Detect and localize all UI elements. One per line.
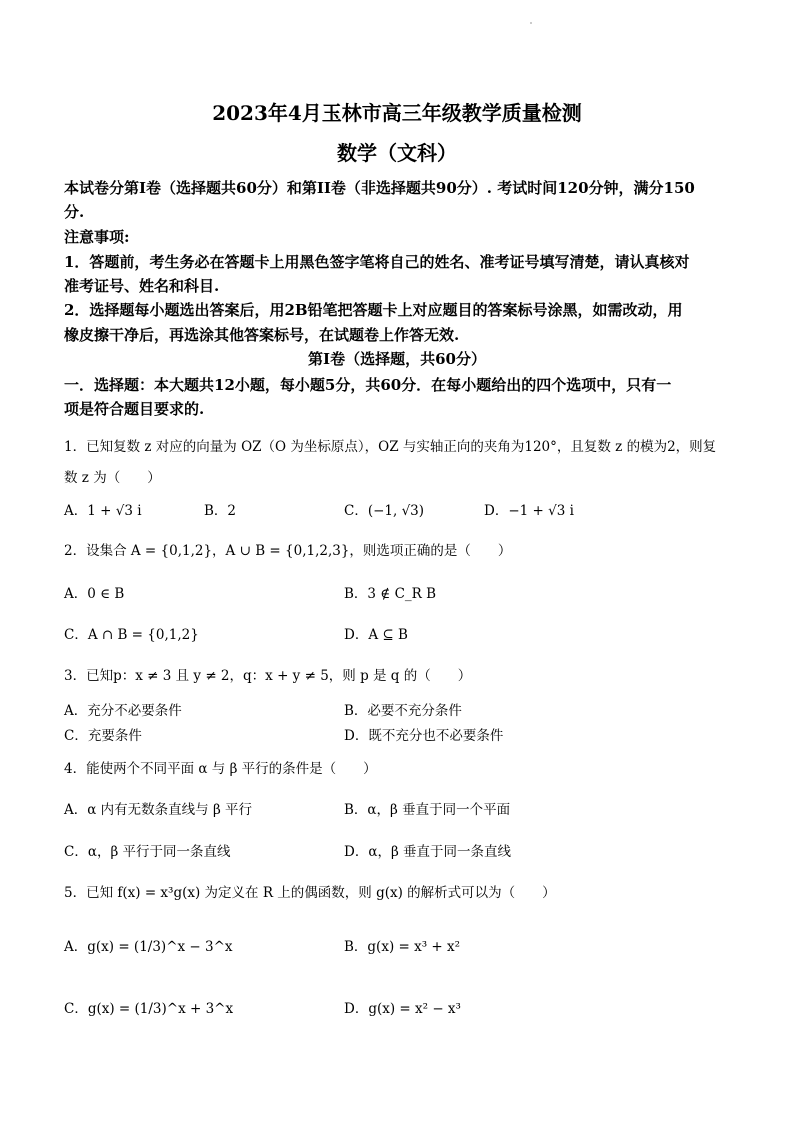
notice-2-line-2: 橡皮擦干净后，再选涂其他答案标号，在试题卷上作答无效.: [64, 326, 460, 344]
notice-2-line-1: 2．选择题每小题选出答案后，用2B铅笔把答题卡上对应题目的答案标号涂黑，如需改动，用: [64, 301, 683, 319]
exam-title: 2023年4月玉林市高三年级教学质量检测: [212, 101, 582, 125]
question-number: 2．: [64, 543, 87, 559]
q5-option-b: B．g(x) = x³ + x²: [344, 939, 461, 955]
notice-1-line-2: 准考证号、姓名和科目.: [64, 277, 220, 295]
question-text: 设集合 A = {0,1,2}，A ∪ B = {0,1,2,3}，则选项正确的是（ ）: [86, 543, 512, 559]
notice-1-line-1: 1．答题前，考生务必在答题卡上用黑色签字笔将自己的姓名、准考证号填写清楚，请认真核对: [64, 253, 690, 271]
question-text: 已知 f(x) = x³g(x) 为定义在 R 上的偶函数，则 g(x) 的解析式可以为（ ）: [86, 885, 556, 901]
q1-option-b: B．2: [204, 503, 237, 519]
question-number: 5．: [64, 885, 87, 901]
q3-option-a: A．充分不必要条件: [64, 703, 182, 719]
q2-option-c: C．A ∩ B = {0,1,2}: [64, 627, 199, 643]
q3-option-b: B．必要不充分条件: [344, 703, 462, 719]
q4-option-a: A．α 内有无数条直线与 β 平行: [64, 802, 253, 818]
question-5-stem: [64, 881, 556, 901]
q5-option-c: C．g(x) = (1/3)^x + 3^x: [64, 1001, 234, 1017]
q5-option-d: D．g(x) = x² − x³: [344, 1001, 461, 1017]
intro-line-2: 分.: [64, 203, 85, 221]
q3-option-c: C．充要条件: [64, 728, 142, 744]
notice-label: 注意事项:: [64, 228, 130, 246]
scan-speck: [530, 22, 532, 24]
exam-subtitle: 数学（文科）: [337, 141, 457, 165]
question-2-stem: [64, 539, 511, 559]
q2-option-a: A．0 ∈ B: [64, 586, 125, 602]
section-heading-line-2: 项是符合题目要求的.: [64, 400, 205, 418]
q5-option-a: A．g(x) = (1/3)^x − 3^x: [64, 939, 233, 955]
question-4-stem: [64, 757, 377, 777]
intro-line-1: 本试卷分第I卷（选择题共60分）和第II卷（非选择题共90分）. 考试时间120分钟，满分150: [64, 179, 695, 197]
q3-option-d: D．既不充分也不必要条件: [344, 728, 504, 744]
question-number: 3．: [64, 668, 87, 684]
q2-option-d: D．A ⊆ B: [344, 627, 408, 643]
question-number: 1．: [64, 439, 87, 455]
q4-option-c: C．α，β 平行于同一条直线: [64, 844, 231, 860]
section-title: 第I卷（选择题，共60分）: [308, 350, 486, 368]
q4-option-b: B．α，β 垂直于同一个平面: [344, 802, 511, 818]
q1-option-a: A．1 + √3 i: [64, 503, 142, 519]
question-number: 4．: [64, 761, 87, 777]
question-text: 已知p：x ≠ 3 且 y ≠ 2，q：x + y ≠ 5，则 p 是 q 的（ ）: [86, 668, 472, 684]
q1-option-d: D．−1 + √3 i: [484, 503, 574, 519]
question-3-stem: [64, 664, 471, 684]
section-heading-line-1: 一．选择题：本大题共12小题，每小题5分，共60分．在每小题给出的四个选项中，只有一: [64, 376, 672, 394]
question-1-stem-cont: 数 z 为（ ）: [64, 470, 161, 486]
q1-option-c: C．(−1, √3): [344, 503, 425, 519]
question-text: 已知复数 z 对应的向量为 OZ（O 为坐标原点），OZ 与实轴正向的夹角为120°，且复数 z 的模为2，则复: [86, 439, 717, 455]
q4-option-d: D．α，β 垂直于同一条直线: [344, 844, 512, 860]
question-text: 能使两个不同平面 α 与 β 平行的条件是（ ）: [86, 761, 377, 777]
question-1-stem: [64, 435, 716, 455]
q2-option-b: B．3 ∉ C_R B: [344, 586, 437, 602]
